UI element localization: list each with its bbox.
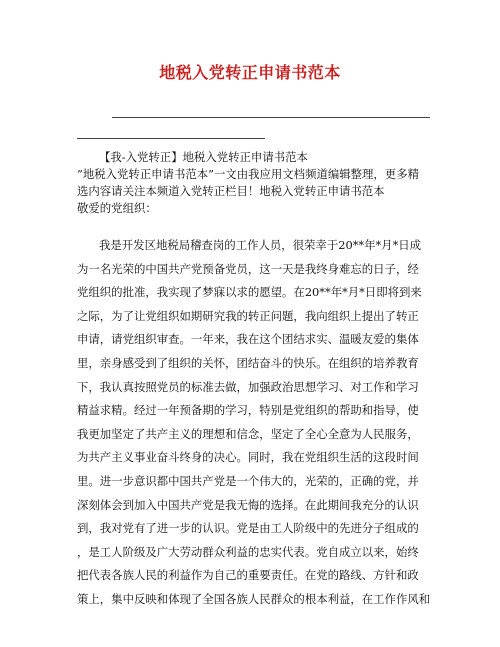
body-line: 之际，为了让党组织如期研究我的转正问题，我向组织上提出了转正 — [77, 308, 419, 323]
body-line: 到，我对党有了进一步的认识。党是由工人阶级中的先进分子组成的 — [77, 521, 419, 536]
intro-line: 选内容请关注本频道入党转正栏目！地税入党转正申请书范本 — [77, 184, 385, 198]
separator-line-short — [77, 138, 265, 139]
body-line: 为共产主义事业奋斗终身的决心。同时，我在党组织生活的这段时间 — [77, 450, 419, 465]
intro-line: 【我-入党转正】地税入党转正申请书范本 — [99, 150, 308, 164]
body-line: 我是开发区地税局稽查岗的工作人员，很荣幸于20**年*月*日成 — [99, 238, 422, 252]
body-line: 把代表各族人民的利益作为自己的重要责任。在党的路线、方针和政 — [77, 568, 419, 583]
intro-block — [77, 149, 437, 217]
body-line: 里。进一步意识都中国共产党是一个伟大的，光荣的，正确的党，并 — [77, 473, 419, 488]
salutation: 敬爱的党组织： — [77, 201, 157, 215]
body-line: 精益求精。经过一年预备期的学习，特别是党组织的帮助和指导，使 — [77, 403, 419, 418]
body-line: 下，我认真按照党员的标准去做，加强政治思想学习、对工作和学习 — [77, 379, 419, 394]
body-line: 党组织的批准，我实现了梦寐以求的愿望。在20**年*月*日即将到来 — [77, 285, 422, 300]
intro-line: ”地税入党转正申请书范本”一文由我应用文档频道编辑整理，更多精 — [77, 167, 419, 181]
document-title: 地税入党转正申请书范本 — [159, 63, 341, 82]
body-line: 里，亲身感受到了组织的关怀，团结奋斗的快乐。在组织的培养教育 — [77, 355, 419, 370]
body-line: 策上，集中反映和体现了全国各族人民群众的根本利益，在工作作风和 — [77, 591, 431, 606]
separator-line — [112, 117, 430, 118]
body-line: 为一名光荣的中国共产党预备党员，这一天是我终身难忘的日子，经 — [77, 261, 419, 276]
body-paragraph — [77, 234, 431, 612]
body-line: 深刻体会到加入中国共产党是我无悔的选择。在此期间我充分的认识 — [77, 497, 419, 512]
body-line: 我更加坚定了共产主义的理想和信念，坚定了全心全意为人民服务， — [77, 426, 419, 441]
body-line: ，是工人阶级及广大劳动群众利益的忠实代表。党自成立以来，始终 — [77, 544, 419, 559]
body-line: 申请，请党组织审查。一年来，我在这个团结求实、温暖友爱的集体 — [77, 332, 419, 347]
